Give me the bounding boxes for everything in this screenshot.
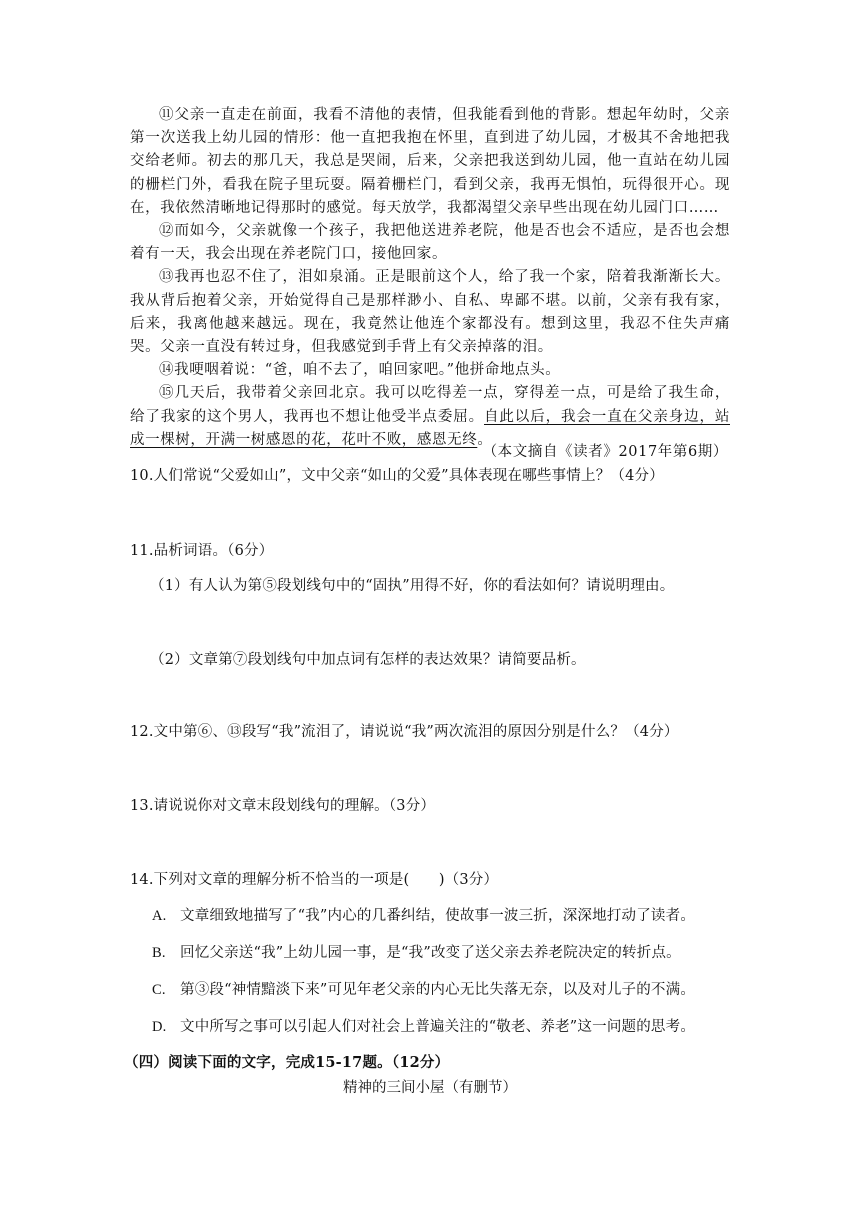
- underlined-sentence: 自此以后，我会一直在父亲身边，站成一棵树，开满一树感恩的花，花叶不败，感恩无终: [130, 408, 730, 448]
- question-10: 10.人们常说“父爱如山”，文中父亲“如山的父爱”具体表现在哪些事情上？（4分）: [130, 468, 664, 484]
- option-a-text: 文章细致地描写了“我”内心的几番纠结，使故事一波三折，深深地打动了读者。: [180, 908, 696, 924]
- option-c-text: 第③段“神情黯淡下来”可见年老父亲的内心无比失落无奈，以及对儿子的不满。: [180, 982, 696, 998]
- option-c: [152, 978, 695, 999]
- section-4-heading: （四）阅读下面的文字，完成15-17题。（12分）: [124, 1054, 450, 1071]
- option-d-text: 文中所写之事可以引起人们对社会上普遍关注的“敬老、养老”这一问题的思考。: [180, 1019, 696, 1035]
- option-b-key: B.: [152, 945, 166, 961]
- option-d: [152, 1015, 695, 1036]
- paragraph-11: ⑪父亲一直走在前面，我看不清他的表情，但我能看到他的背影。想起年幼时，父亲第一次送我上幼儿园的情形：他一直把我抱在怀里，直到进了幼儿园，才极其不舍地把我交给老师。初去的那几天，我总是哭闹，后来，父亲把我送到幼儿园，他一直站在幼儿园的栅栏门外，看我在院子里玩耍。隔着栅栏门，看到父亲，我再无惧怕，玩得很开心。现在，我依然清晰地记得那时的感觉。每天放学，我都渴望父亲早些出现在幼儿园门口……: [130, 107, 730, 216]
- question-11: 11.品析词语。（6分）: [130, 543, 274, 559]
- option-a-key: A.: [152, 908, 167, 924]
- paragraph-15-end: 。: [477, 431, 493, 448]
- paragraph-13: ⑬我再也忍不住了，泪如泉涌。正是眼前这个人，给了我一个家，陪着我渐渐长大。我从背后抱着父亲，开始觉得自己是那样渺小、自私、卑鄙不堪。以前，父亲有我有家，后来，我离他越来越远。现在，我竟然让他连个家都没有。想到这里，我忍不住失声痛哭。父亲一直没有转过身，但我感觉到手背上有父亲掉落的泪。: [130, 269, 730, 356]
- source-citation: （本文摘自《读者》2017年第6期）: [482, 444, 728, 460]
- option-b: [152, 941, 681, 962]
- question-11-part-2: （2）文章第⑦段划线句中加点词有怎样的表达效果？请简要品析。: [150, 652, 586, 668]
- paragraph-15-text: ⑮几天后，我带着父亲回北京。我可以吃得差一点，穿得差一点，可是给了我生命，给了我家的这个男人，我再也不想让他受半点委屈。: [130, 385, 730, 425]
- question-14: 14.下列对文章的理解分析不恰当的一项是( )（3分）: [130, 872, 499, 888]
- option-d-key: D.: [152, 1019, 167, 1035]
- paragraph-12: ⑫而如今，父亲就像一个孩子，我把他送进养老院，他是否也会不适应，是否也会想着有一天，我会出现在养老院门口，接他回家。: [130, 223, 730, 263]
- reading-passage: [130, 104, 730, 452]
- question-13: 13.请说说你对文章末段划线句的理解。（3分）: [130, 798, 436, 814]
- option-b-text: 回忆父亲送“我”上幼儿园一事，是“我”改变了送父亲去养老院决定的转折点。: [180, 945, 681, 961]
- question-12: 12.文中第⑥、⑬段写“我”流泪了，请说说“我”两次流泪的原因分别是什么？（4分）: [130, 724, 679, 740]
- paragraph-14: ⑭我哽咽着说：“爸，咱不去了，咱回家吧。”他拼命地点头。: [159, 362, 561, 379]
- option-a: [152, 904, 695, 925]
- section-4-title: 精神的三间小屋（有删节）: [343, 1080, 517, 1096]
- question-11-part-1: （1）有人认为第⑤段划线句中的“固执”用得不好，你的看法如何？请说明理由。: [150, 578, 675, 594]
- option-c-key: C.: [152, 982, 166, 998]
